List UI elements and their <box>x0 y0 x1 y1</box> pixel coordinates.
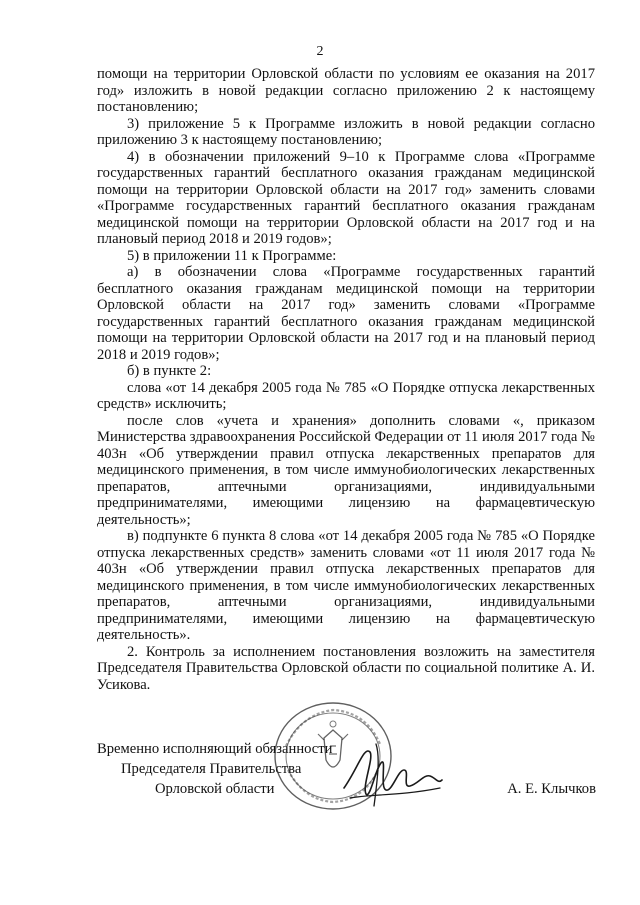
document-body <box>97 66 595 693</box>
paragraph-item-3: 3) приложение 5 к Программе изложить в новой редакции согласно приложению 3 к настоящему постановлению; <box>97 115 595 148</box>
paragraph-continuation: помощи на территории Орловской области по условиям ее оказания на 2017 год» изложить в новой редакции согласно приложению 2 к настоящему постановлению; <box>97 66 595 115</box>
paragraph-item-5: 5) в приложении 11 к Программе: <box>127 247 337 264</box>
signatory-name: А. Е. Клычков <box>507 781 596 797</box>
signature-title-line3: Орловской области <box>155 781 275 797</box>
paragraph-item-5a: а) в обозначении слова «Программе государственных гарантий бесплатного оказания гражданам медицинской помощи на территории Орловской области на 2017 год» заменить словами «Программе государственных гарантий бесплатного оказания гражданам медицинской помощи на территории Орловской области на 2017 год и на плановый период 2018 и 2019 годов»; <box>97 264 595 363</box>
paragraph-item-5v: в) подпункте 6 пункта 8 слова «от 14 декабря 2005 года № 785 «О Порядке отпуска лекарственных средств» заменить словами «от 11 июля 2017 года № 403н «Об утверждении правил отпуска лекарственных препаратов для медицинского применения, в том числе иммунобиологических лекарственных препаратов, аптечными организациями, индивидуальными предпринимателями, имеющими лицензию на фармацевтическую деятельность». <box>97 528 595 643</box>
paragraph-item-5b-after: после слов «учета и хранения» дополнить словами «, приказом Министерства здравоохранения Российской Федерации от 11 июля 2017 года № 403н «Об утверждении правил отпуска лекарственных препаратов для медицинского применения, в том числе иммунобиологических лекарственных препаратов, аптечными организациями, индивидуальными предпринимателями, имеющими лицензию на фармацевтическую деятельность»; <box>97 412 595 528</box>
signature-title-line1: Временно исполняющий обязанности <box>97 741 333 757</box>
paragraph-control-clause: 2. Контроль за исполнением постановления возложить на заместителя Председателя Правительства Орловской области по социальной политике А. И. Усикова. <box>97 643 595 693</box>
signature-title-line2: Председателя Правительства <box>121 761 302 777</box>
page-number: 2 <box>316 44 324 59</box>
paragraph-item-5b: б) в пункте 2: <box>127 363 212 379</box>
paragraph-item-5b-words: слова «от 14 декабря 2005 года № 785 «О Порядке отпуска лекарственных средств» исключить; <box>97 379 595 412</box>
paragraph-item-4: 4) в обозначении приложений 9–10 к Программе слова «Программе государственных гарантий бесплатного оказания гражданам медицинской помощи на территории Орловской области на 2017 год» заменить словами «Программе государственных гарантий бесплатного оказания гражданам медицинской помощи на территории Орловской области на 2017 год и на плановый период 2018 и 2019 годов»; <box>97 148 595 247</box>
handwritten-signature <box>340 736 446 810</box>
